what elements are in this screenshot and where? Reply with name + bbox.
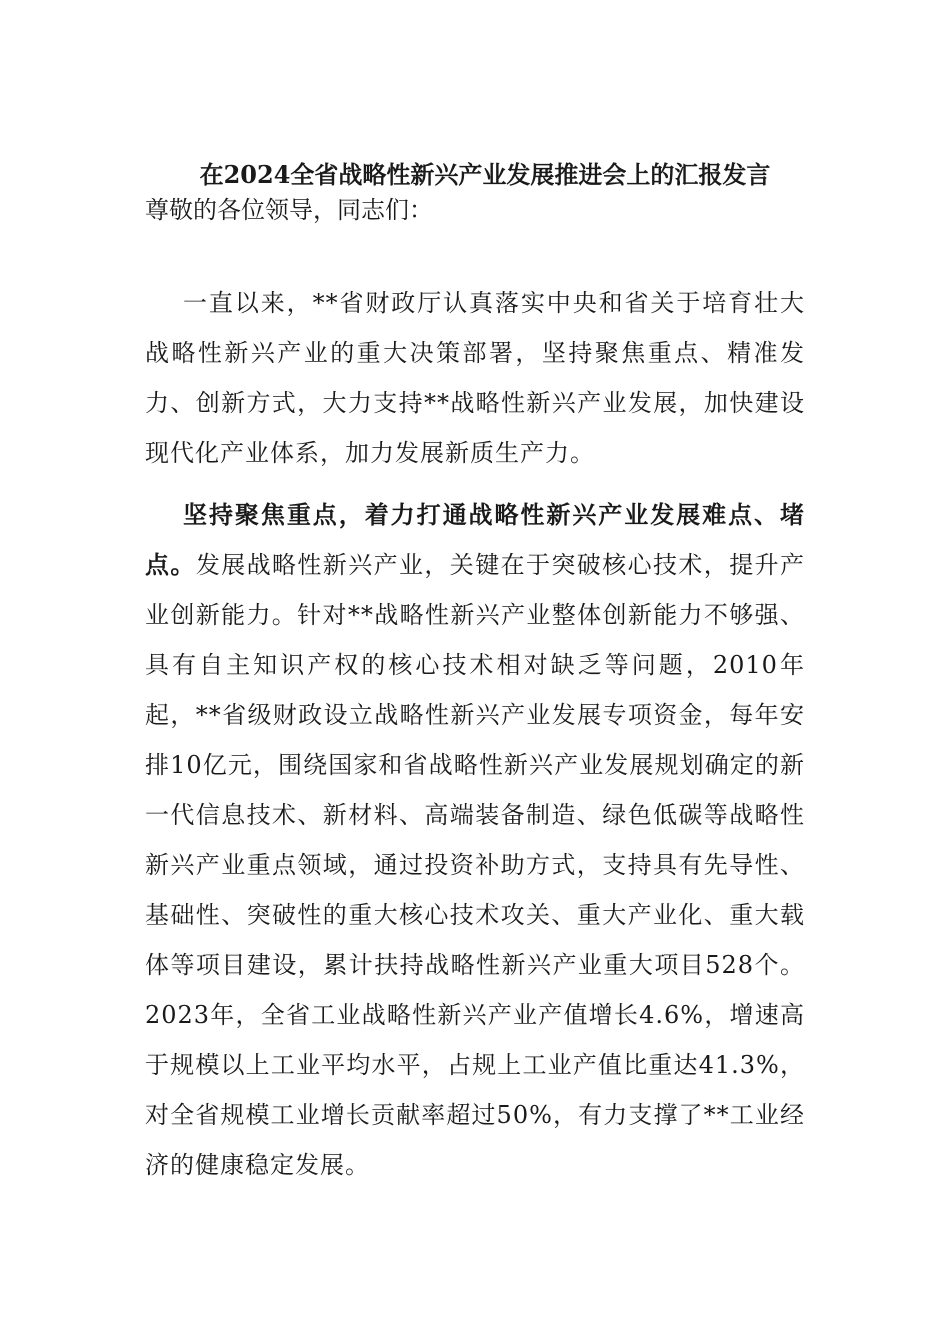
document-title: 在2024全省战略性新兴产业发展推进会上的汇报发言: [199, 160, 771, 189]
paragraph-intro: [145, 278, 805, 478]
paragraph-focus: [145, 490, 805, 1190]
salutation: 尊敬的各位领导，同志们：: [145, 196, 433, 224]
paragraph-text: 发展战略性新兴产业，关键在于突破核心技术，提升产业创新能力。针对**战略性新兴产业整体创新能力不够强、具有自主知识产权的核心技术相对缺乏等问题，2010年起，**省级财政设立战略性新兴产业发展专项资金，每年安排10亿元，围绕国家和省战略性新兴产业发展规划确定的新一代信息技术、新材料、高端装备制造、绿色低碳等战略性新兴产业重点领域，通过投资补助方式，支持具有先导性、基础性、突破性的重大核心技术攻关、重大产业化、重大载体等项目建设，累计扶持战略性新兴产业重大项目528个。2023年，全省工业战略性新兴产业产值增长4.6%，增速高于规模以上工业平均水平，占规上工业产值比重达41.3%，对全省规模工业增长贡献率超过50%，有力支撑了**工业经济的健康稳定发展。: [145, 551, 806, 1179]
paragraph-text: 一直以来，**省财政厅认真落实中央和省关于培育壮大战略性新兴产业的重大决策部署，坚持聚焦重点、精准发力、创新方式，大力支持**战略性新兴产业发展，加快建设现代化产业体系，加力发展新质生产力。: [145, 289, 805, 467]
paragraph-lead-heading: 坚持聚焦重点，着力打通战略性新兴产业发展难点、堵点。: [145, 500, 805, 579]
